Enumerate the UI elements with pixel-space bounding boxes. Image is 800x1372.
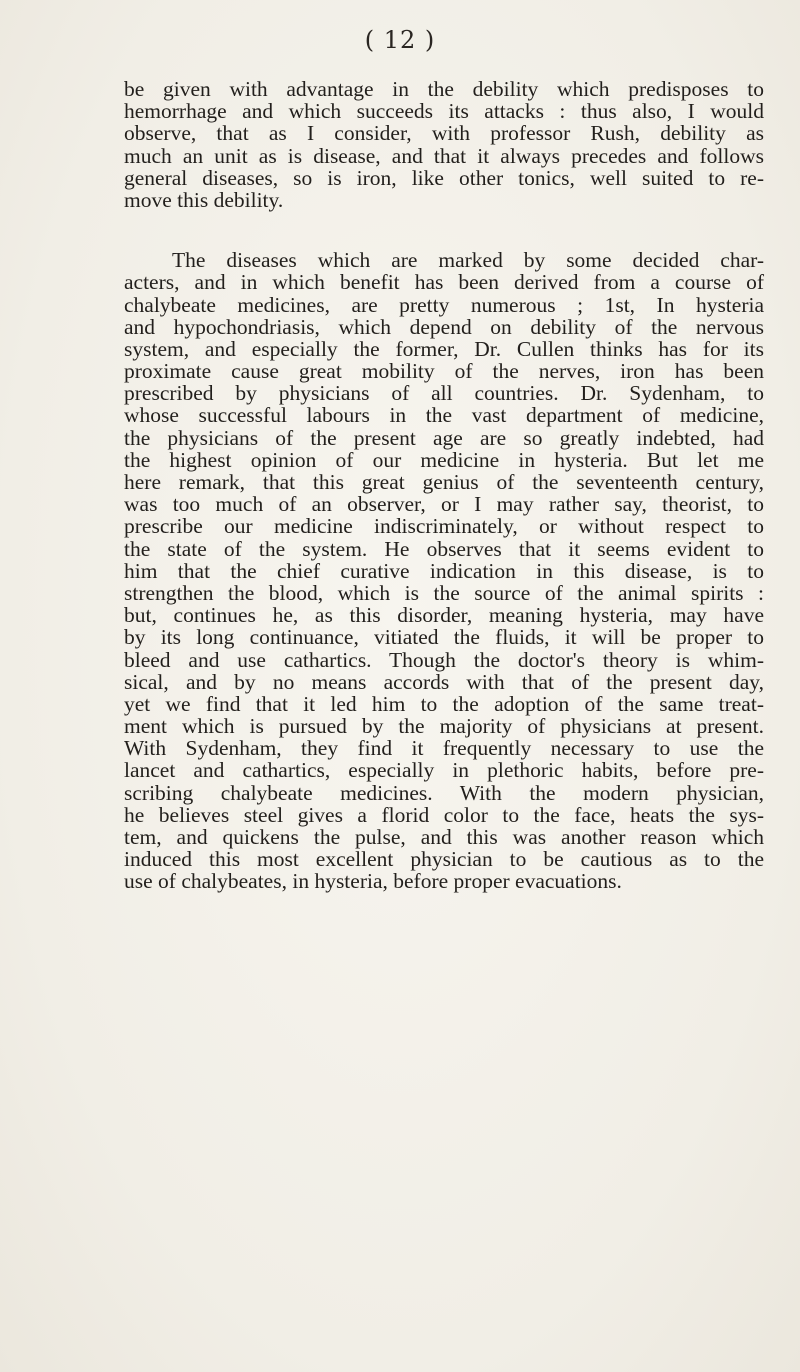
text-line: the physicians of the present age are so greatly indebted, had [124, 425, 764, 450]
text-line: was too much of an observer, or I may rather say, theorist, to [124, 492, 764, 517]
text-line: the state of the system. He observes that it seems evident to [124, 536, 764, 561]
text-line: use of chalybeates, in hysteria, before proper evacuations. [124, 869, 622, 894]
text-line: be given with advantage in the debility which predisposes to [124, 77, 764, 101]
text-line: The diseases which are marked by some decided char- [172, 248, 764, 273]
text-line: he believes steel gives a florid color to the face, heats the sys- [124, 802, 764, 827]
text-line: him that the chief curative indication in this disease, is to [124, 558, 764, 583]
paragraph-gap [124, 211, 764, 249]
text-line: the highest opinion of our medicine in hysteria. But let me [124, 447, 764, 472]
text-line: With Sydenham, they find it frequently necessary to use the [124, 736, 764, 761]
text-line: move this debility. [124, 187, 284, 212]
text-line: proximate cause great mobility of the nerves, iron has been [124, 359, 764, 384]
text-line: prescribed by physicians of all countries. Dr. Sydenham, to [124, 381, 764, 406]
text-line: scribing chalybeate medicines. With the modern physician, [124, 780, 764, 805]
text-line: but, continues he, as this disorder, meaning hysteria, may have [124, 603, 764, 628]
paragraph-2 [124, 249, 764, 892]
text-line: and hypochondriasis, which depend on debility of the nervous [124, 314, 764, 339]
text-line: whose successful labours in the vast department of medicine, [124, 403, 764, 428]
text-line: sical, and by no means accords with that of the present day, [124, 669, 764, 694]
text-line: tem, and quickens the pulse, and this was another reason which [124, 825, 764, 849]
text-line: by its long continuance, vitiated the fluids, it will be proper to [124, 625, 764, 650]
text-line: induced this most excellent physician to be cautious as to the [124, 847, 764, 872]
paragraph-1 [124, 78, 764, 211]
body-text [124, 78, 764, 893]
text-line: prescribe our medicine indiscriminately, or without respect to [124, 514, 764, 539]
text-line: ment which is pursued by the majority of physicians at present. [124, 714, 764, 739]
text-line: hemorrhage and which succeeds its attacks : thus also, I would [124, 99, 764, 124]
text-line: bleed and use cathartics. Though the doctor's theory is whim- [124, 647, 764, 672]
text-line: general diseases, so is iron, like other tonics, well suited to re- [124, 165, 764, 190]
text-line: chalybeate medicines, are pretty numerous ; 1st, In hysteria [124, 292, 764, 317]
text-line: much an unit as is disease, and that it always precedes and follows [124, 143, 764, 168]
text-line: observe, that as I consider, with professor Rush, debility as [124, 121, 764, 146]
text-line: strengthen the blood, which is the source of the animal spirits : [124, 580, 764, 605]
page-number: ( 12 ) [364, 26, 436, 54]
text-line: yet we find that it led him to the adoption of the same treat- [124, 691, 764, 716]
text-line: lancet and cathartics, especially in plethoric habits, before pre- [124, 758, 764, 783]
text-line: system, and especially the former, Dr. Cullen thinks has for its [124, 336, 764, 361]
text-line: here remark, that this great genius of the seventeenth century, [124, 470, 764, 494]
text-line: acters, and in which benefit has been derived from a course of [124, 270, 764, 295]
